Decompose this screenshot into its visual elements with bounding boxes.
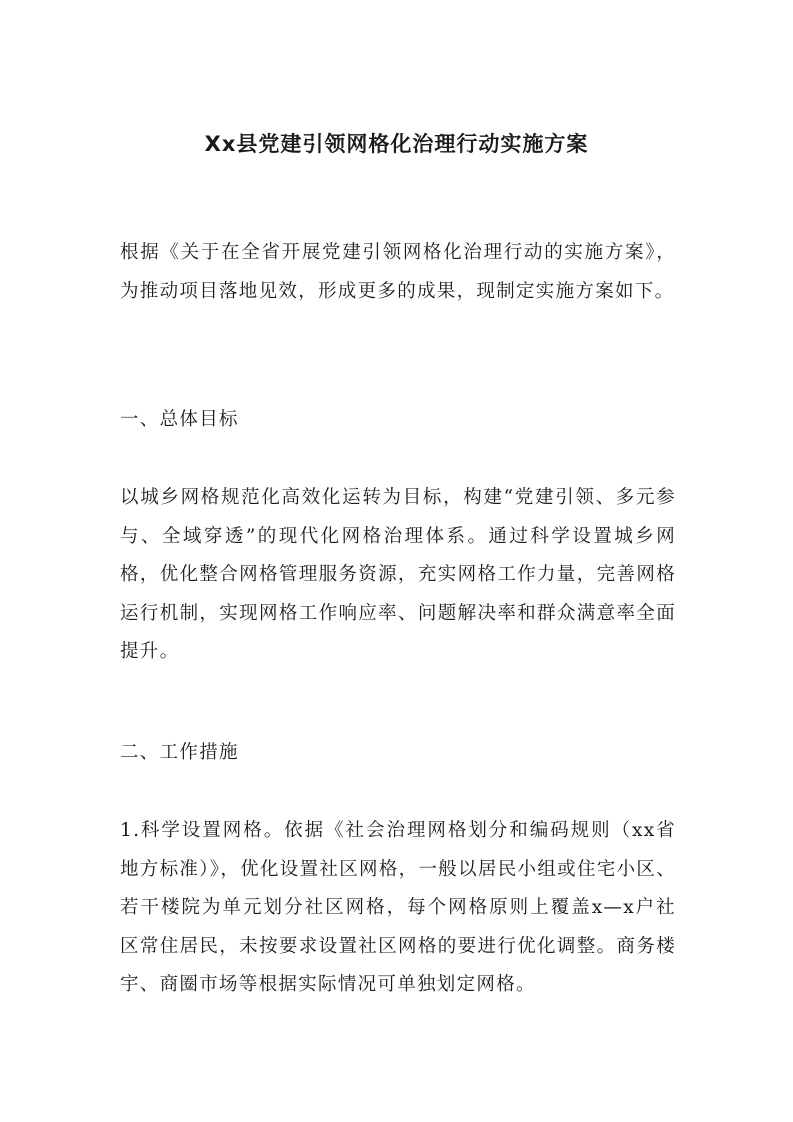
section-heading-work-measures: 二、工作措施 xyxy=(120,742,239,763)
section-heading-overall-goal: 一、总体目标 xyxy=(120,409,239,430)
work-measures-paragraph: 1.科学设置网格。依据《社会治理网格划分和编码规则（xx省地方标准）》，优化设置社区网格，一般以居民小组或住宅小区、若干楼院为单元划分社区网格，每个网格原则上覆盖x—x户社区常住居民，未按要求设置社区网格的要进行优化调整。商务楼宇、商圈市场等根据实际情况可单独划定网格。 xyxy=(120,820,676,995)
overall-goal-paragraph: 以城乡网格规范化高效化运转为目标，构建“党建引领、多元参与、全域穿透”的现代化网格治理体系。通过科学设置城乡网格，优化整合网格管理服务资源，充实网格工作力量，完善网格运行机制，实现网格工作响应率、问题解决率和群众满意率全面提升。 xyxy=(120,487,676,662)
document-title: Xx县党建引领网格化治理行动实施方案 xyxy=(204,132,589,156)
intro-paragraph: 根据《关于在全省开展党建引领网格化治理行动的实施方案》，为推动项目落地见效，形成更多的成果，现制定实施方案如下。 xyxy=(120,242,676,302)
